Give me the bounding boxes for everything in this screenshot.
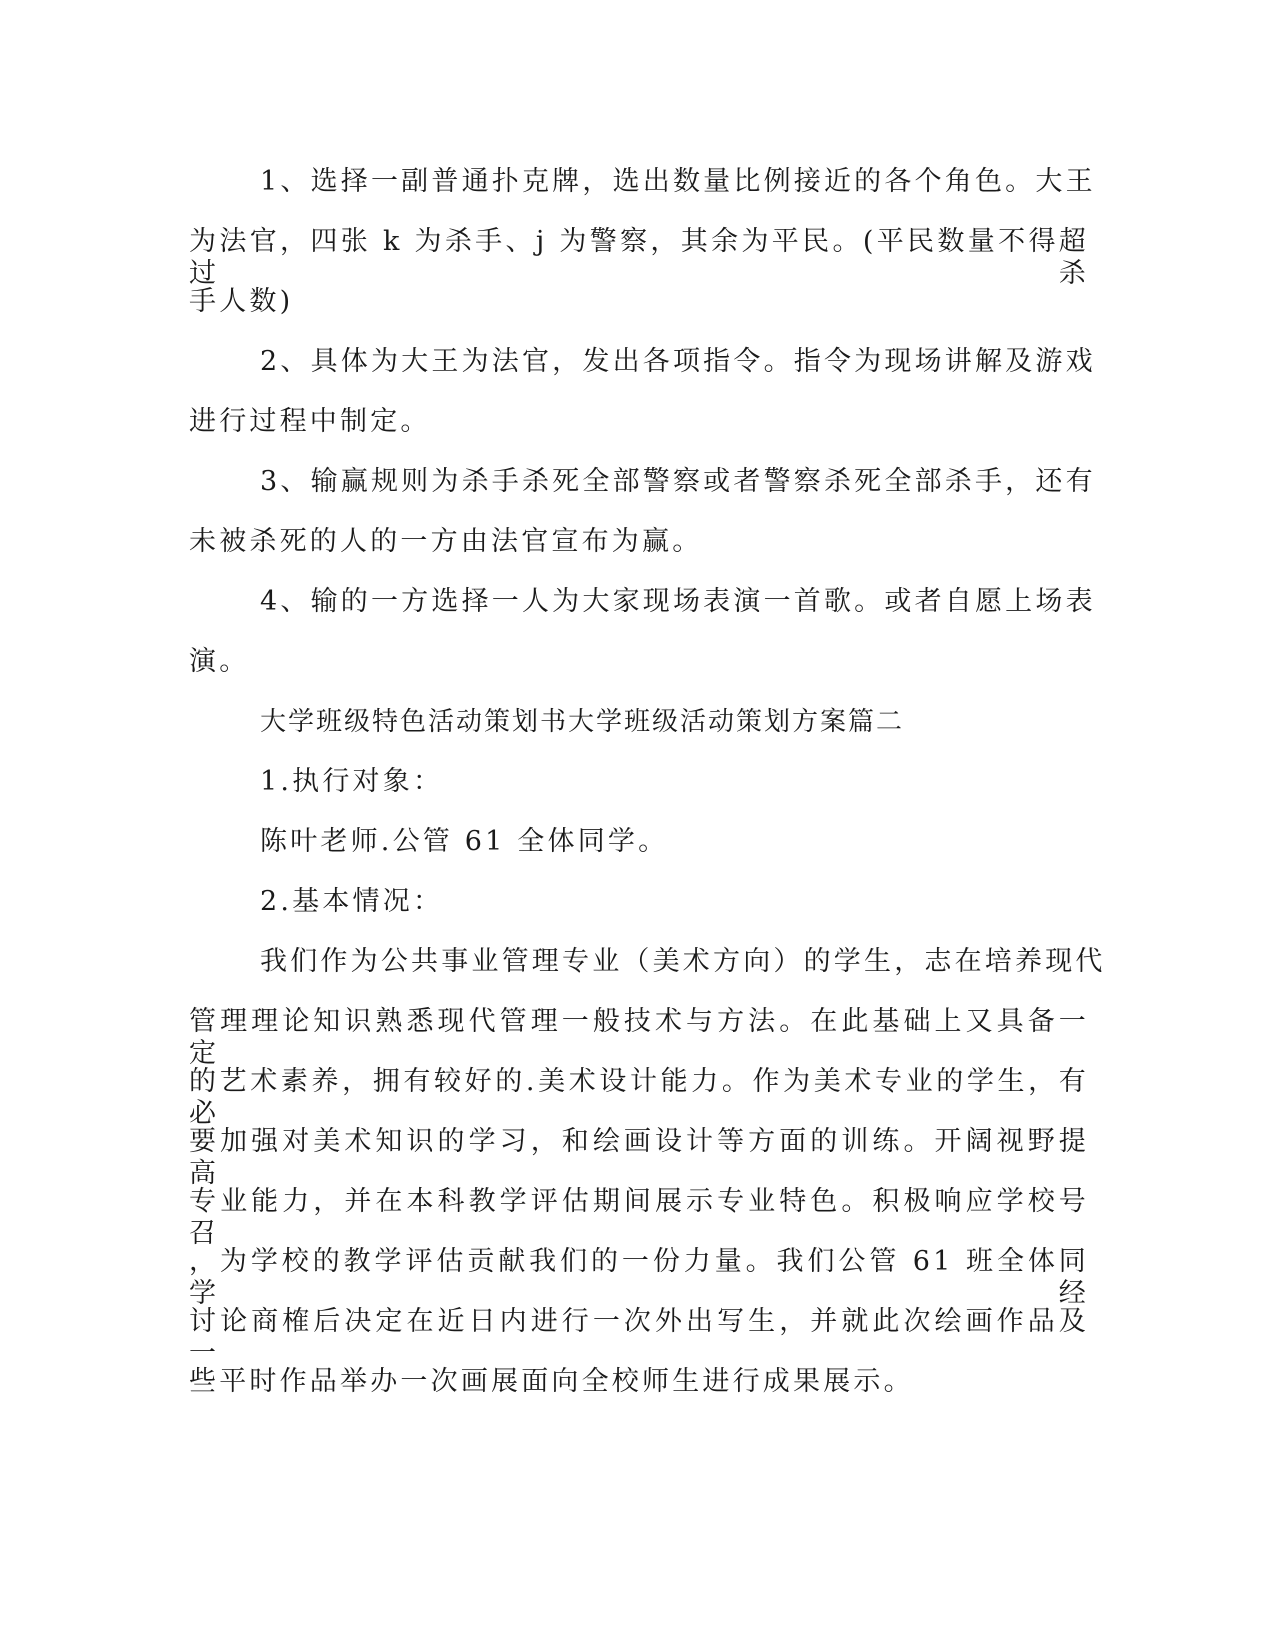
paragraph-5-line-3: 的艺术素养，拥有较好的.美术设计能力。作为美术专业的学生，有必 bbox=[189, 1066, 1089, 1129]
paragraph-1-line-1: 1、选择一副普通扑克牌，选出数量比例接近的各个角色。大王 bbox=[260, 166, 1096, 197]
item-2-label: 2.基本情况： bbox=[260, 886, 444, 917]
item-1-content: 陈叶老师.公管 61 全体同学。 bbox=[260, 826, 669, 857]
item-1-label: 1.执行对象： bbox=[260, 766, 444, 797]
paragraph-2-line-1: 2、具体为大王为法官，发出各项指令。指令为现场讲解及游戏 bbox=[260, 346, 1096, 377]
paragraph-5-line-2: 管理理论知识熟悉现代管理一般技术与方法。在此基础上又具备一定 bbox=[189, 1006, 1089, 1069]
paragraph-4-line-1: 4、输的一方选择一人为大家现场表演一首歌。或者自愿上场表 bbox=[260, 586, 1096, 617]
paragraph-3-line-1: 3、输赢规则为杀手杀死全部警察或者警察杀死全部杀手，还有 bbox=[260, 466, 1096, 497]
paragraph-5-line-5: 专业能力，并在本科教学评估期间展示专业特色。积极响应学校号召 bbox=[189, 1186, 1089, 1249]
paragraph-1-line-2: 为法官，四张 k 为杀手、j 为警察，其余为平民。(平民数量不得超过杀 bbox=[189, 226, 1089, 289]
paragraph-3-line-2: 未被杀死的人的一方由法官宣布为赢。 bbox=[189, 526, 703, 557]
paragraph-5-line-4: 要加强对美术知识的学习，和绘画设计等方面的训练。开阔视野提高 bbox=[189, 1126, 1089, 1189]
paragraph-5-line-6: ，为学校的教学评估贡献我们的一份力量。我们公管 61 班全体同学经 bbox=[189, 1246, 1089, 1309]
paragraph-2-line-2: 进行过程中制定。 bbox=[189, 406, 431, 437]
paragraph-1-line-3: 手人数) bbox=[189, 286, 294, 317]
paragraph-5-line-8: 些平时作品举办一次画展面向全校师生进行成果展示。 bbox=[189, 1366, 914, 1397]
paragraph-5-line-7: 讨论商榷后决定在近日内进行一次外出写生，并就此次绘画作品及一 bbox=[189, 1306, 1089, 1369]
paragraph-5-line-1: 我们作为公共事业管理专业（美术方向）的学生，志在培养现代 bbox=[260, 946, 1106, 977]
paragraph-4-line-2: 演。 bbox=[189, 646, 250, 677]
section-heading: 大学班级特色活动策划书大学班级活动策划方案篇二 bbox=[260, 707, 905, 737]
